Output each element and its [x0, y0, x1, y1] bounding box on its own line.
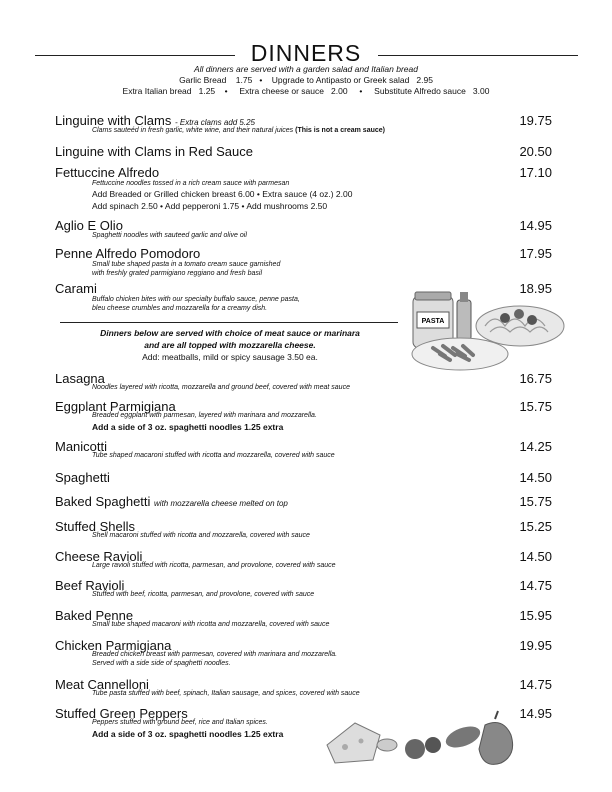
subtitle: All dinners are served with a garden salad and Italian bread [194, 64, 418, 74]
menu-item-name: Manicotti [55, 439, 108, 454]
menu-item-name: Fettuccine Alfredo [55, 165, 160, 180]
menu-item-desc: Buffalo chicken bites with our specialty buffalo sauce, penne pasta, [92, 296, 300, 303]
options-line-2: Extra Italian bread 1.25 • Extra cheese or sauce 2.00 • Substitute Alfredo sauce 3.00 [122, 86, 490, 96]
section-note: Dinners below are served with choice of meat sauce or marinara [100, 328, 360, 338]
menu-item-price: 14.50 [519, 470, 552, 485]
inline-note: - Extra clams add 5.25 [174, 118, 256, 127]
menu-item-price: 15.75 [519, 494, 552, 509]
menu-item-price: 14.95 [519, 706, 552, 721]
menu-item-name: Baked Spaghetti with mozzarella cheese melted on top [55, 494, 288, 509]
menu-item-desc: Breaded eggplant with parmesan, layered with marinara and mozzarella. [92, 412, 317, 419]
meatball-icon [500, 313, 510, 323]
menu-item-name: Meat Cannelloni [55, 677, 149, 692]
options-line-1: Garlic Bread 1.75 • Upgrade to Antipasto or Greek salad 2.95 [179, 75, 433, 85]
menu-item-desc: bleu cheese crumbles and mozzarella for a creamy dish. [92, 305, 268, 312]
menu-item-price: 14.95 [519, 218, 552, 233]
menu-item-name: Spaghetti [55, 470, 110, 485]
page-title: DINNERS [250, 40, 362, 66]
menu-item-price: 14.75 [519, 578, 552, 593]
menu-item-price: 15.25 [519, 519, 552, 534]
cheese-icon [327, 723, 380, 763]
menu-item-desc: Peppers stuffed with ground beef, rice and Italian spices. [92, 719, 268, 726]
menu-item-extra: Add a side of 3 oz. spaghetti noodles 1.25 extra [92, 422, 284, 432]
section-note: and are all topped with mozzarella cheese. [144, 340, 316, 350]
menu-item-desc: Shell macaroni stuffed with ricotta and mozzarella, covered with sauce [92, 532, 310, 539]
menu-item-desc: Small tube shaped macaroni with ricotta and mozzarella, covered with sauce [92, 621, 330, 628]
menu-item-addon: Add spinach 2.50 • Add pepperoni 1.75 • Add mushrooms 2.50 [92, 201, 328, 211]
jar-label: PASTA [421, 318, 445, 325]
sauce-bottle-icon [457, 300, 471, 340]
menu-item-price: 18.95 [519, 281, 552, 296]
menu-item-desc: Small tube shaped pasta in a tomato cream sauce garnished [92, 261, 281, 268]
tomato-icon [405, 739, 425, 759]
menu-item-name: Beef Ravioli [55, 578, 125, 593]
menu-item-extra: Add a side of 3 oz. spaghetti noodles 1.25 extra [92, 729, 284, 739]
menu-item-name: Penne Alfredo Pomodoro [55, 246, 201, 261]
menu-item-desc: with freshly grated parmigiano reggiano and fresh basil [92, 270, 263, 277]
section-note-addon: Add: meatballs, mild or spicy sausage 3.50 ea. [142, 352, 318, 362]
menu-item-price: 14.50 [519, 549, 552, 564]
menu-item-price: 19.75 [519, 113, 552, 128]
menu-item-addon: Add Breaded or Grilled chicken breast 6.00 • Extra sauce (4 oz.) 2.00 [92, 189, 353, 199]
menu-item-price: 14.75 [519, 677, 552, 692]
menu-item-desc: Spaghetti noodles with sauteed garlic and olive oil [92, 232, 247, 239]
pepper-icon [479, 723, 513, 765]
menu-item-desc: Stuffed with beef, ricotta, parmesan, and provolone, covered with sauce [92, 591, 315, 598]
menu-item-name: Lasagna [55, 371, 105, 386]
menu-item-desc: Clams sauteéd in fresh garlic, white wine, and their natural juices (This is not a cream sauce) [92, 127, 385, 134]
menu-item-desc: Large ravioli stuffed with ricotta, parmesan, and provolone, covered with sauce [92, 562, 336, 569]
menu-item-desc: Noodles layered with ricotta, mozzarella and ground beef, covered with meat sauce [92, 384, 350, 391]
menu-item-name: Linguine with Clams in Red Sauce [55, 144, 253, 159]
menu-item-price: 20.50 [519, 144, 552, 159]
menu-item-name: Cheese Ravioli [55, 549, 143, 564]
menu-item-name: Carami [55, 281, 97, 296]
menu-item-price: 19.95 [519, 638, 552, 653]
menu-item-name: Aglio E Olio [55, 218, 123, 233]
meatball-icon [527, 315, 537, 325]
menu-item-name: Baked Penne [55, 608, 134, 623]
menu-item-name: Eggplant Parmigiana [55, 399, 176, 414]
menu-item-price: 17.95 [519, 246, 552, 261]
pasta-illustration [405, 288, 565, 373]
mushroom-icon [377, 739, 397, 751]
menu-item-price: 14.25 [519, 439, 552, 454]
menu-item-price: 15.95 [519, 608, 552, 623]
vegetables-illustration [325, 705, 520, 770]
tomato-icon [425, 737, 441, 753]
menu-item-name: Chicken Parmigiana [55, 638, 172, 653]
inline-note: with mozzarella cheese melted on top [154, 499, 288, 508]
menu-item-desc: Breaded chicken breast with parmesan, covered with marinara and mozzarella. [92, 651, 338, 658]
menu-item-price: 17.10 [519, 165, 552, 180]
section-divider [60, 322, 398, 323]
menu-item-name: Stuffed Shells [55, 519, 135, 534]
menu-item-desc: Tube shaped macaroni stuffed with ricotta and mozzarella, covered with sauce [92, 452, 335, 459]
menu-item-desc: Fettuccine noodles tossed in a rich cream sauce with parmesan [92, 180, 290, 187]
menu-item-name: Stuffed Green Peppers [55, 706, 188, 721]
meatball-icon [514, 309, 524, 319]
eggplant-icon [443, 722, 483, 751]
menu-item-name: Linguine with Clams - Extra clams add 5.25 [55, 113, 256, 128]
menu-item-price: 16.75 [519, 371, 552, 386]
menu-item-price: 15.75 [519, 399, 552, 414]
menu-item-desc: Tube pasta stuffed with beef, spinach, Italian sausage, and spices, covered with sauce [92, 690, 360, 697]
menu-item-desc: Served with a side side of spaghetti noodles. [92, 660, 231, 667]
